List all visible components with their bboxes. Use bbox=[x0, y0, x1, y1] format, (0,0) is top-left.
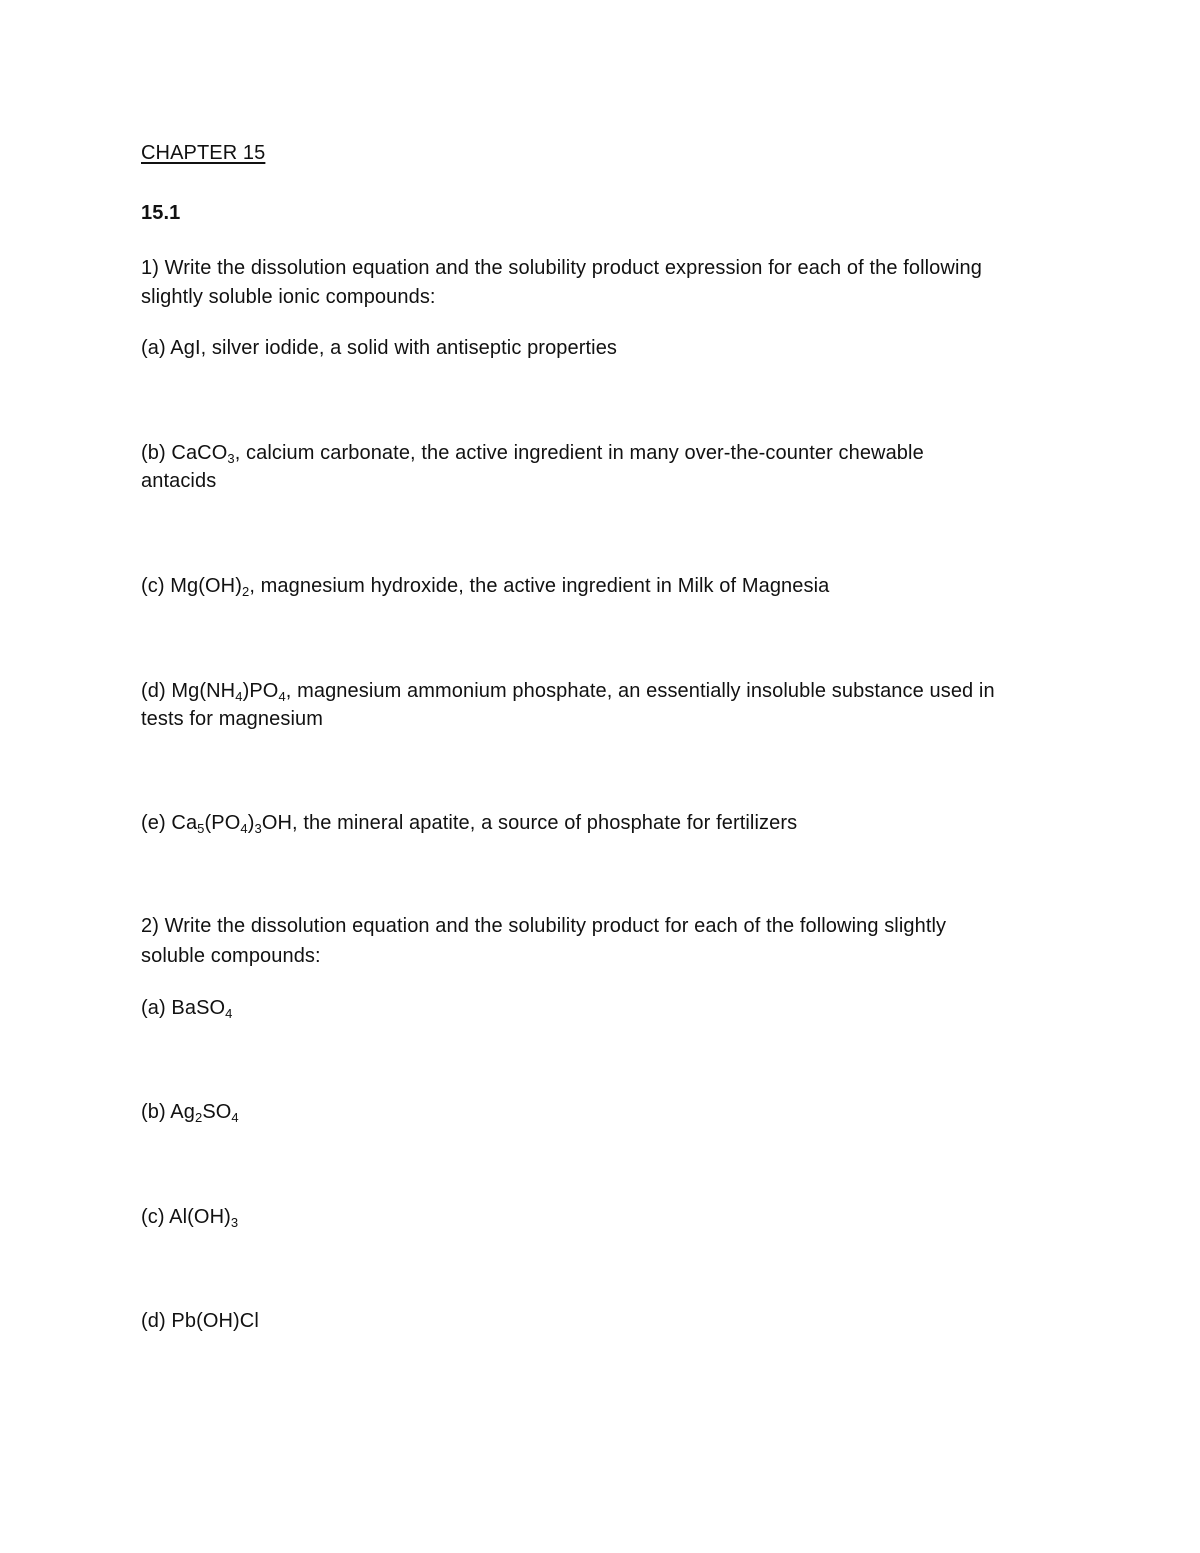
question2-text-line1: 2) Write the dissolution equation and the solubility product for each of the following slightly bbox=[141, 915, 947, 937]
chapter-title: CHAPTER 15 bbox=[141, 142, 266, 164]
subscript: 2 bbox=[241, 584, 250, 599]
subscript: 3 bbox=[254, 821, 262, 836]
question2-item-a bbox=[141, 994, 233, 1022]
formula-text: (c) Mg(OH) bbox=[141, 575, 242, 597]
subscript: 4 bbox=[240, 821, 248, 836]
item-text: , calcium carbonate, the active ingredient in many over-the-counter chewable bbox=[234, 442, 924, 464]
formula-text: ) bbox=[247, 812, 255, 834]
formula-text: (b) CaCO bbox=[141, 442, 228, 464]
subscript: 4 bbox=[231, 1110, 239, 1125]
question1-item-c bbox=[141, 572, 829, 600]
subscript: 3 bbox=[227, 451, 235, 466]
question1-item-b bbox=[141, 439, 924, 467]
subscript: 2 bbox=[194, 1110, 203, 1125]
item-text: , magnesium ammonium phosphate, an essentially insoluble substance used in bbox=[285, 680, 995, 702]
question1-item-e bbox=[141, 809, 797, 837]
question1-text-line2: slightly soluble ionic compounds: bbox=[141, 286, 436, 308]
subscript: 4 bbox=[225, 1006, 233, 1021]
question1-item-a: (a) AgI, silver iodide, a solid with antiseptic properties bbox=[141, 337, 618, 359]
section-number: 15.1 bbox=[141, 202, 181, 224]
formula-text: SO bbox=[202, 1101, 232, 1123]
question2-text-line2: soluble compounds: bbox=[141, 945, 321, 967]
subscript: 5 bbox=[197, 821, 205, 836]
formula-text: (a) BaSO bbox=[141, 997, 226, 1019]
formula-text: )PO bbox=[242, 680, 279, 702]
formula-text: (PO bbox=[204, 812, 241, 834]
formula-text: (b) Ag bbox=[141, 1101, 195, 1123]
question1-item-b-line2: antacids bbox=[141, 470, 217, 492]
formula-text: (e) Ca bbox=[141, 812, 198, 834]
subscript: 4 bbox=[278, 689, 286, 704]
question1-item-d-line2: tests for magnesium bbox=[141, 708, 323, 730]
question2-item-d: (d) Pb(OH)Cl bbox=[141, 1310, 259, 1332]
subscript: 4 bbox=[235, 689, 243, 704]
question2-item-b bbox=[141, 1098, 239, 1126]
formula-text: (c) Al(OH) bbox=[141, 1206, 231, 1228]
question2-item-c bbox=[141, 1203, 238, 1231]
question1-text-line1: 1) Write the dissolution equation and the solubility product expression for each of the following bbox=[141, 257, 982, 279]
item-text: OH, the mineral apatite, a source of phosphate for fertilizers bbox=[261, 812, 798, 834]
formula-text: (d) Mg(NH bbox=[141, 680, 236, 702]
subscript: 3 bbox=[230, 1215, 239, 1230]
item-text: , magnesium hydroxide, the active ingredient in Milk of Magnesia bbox=[249, 575, 830, 597]
question1-item-d bbox=[141, 677, 995, 705]
